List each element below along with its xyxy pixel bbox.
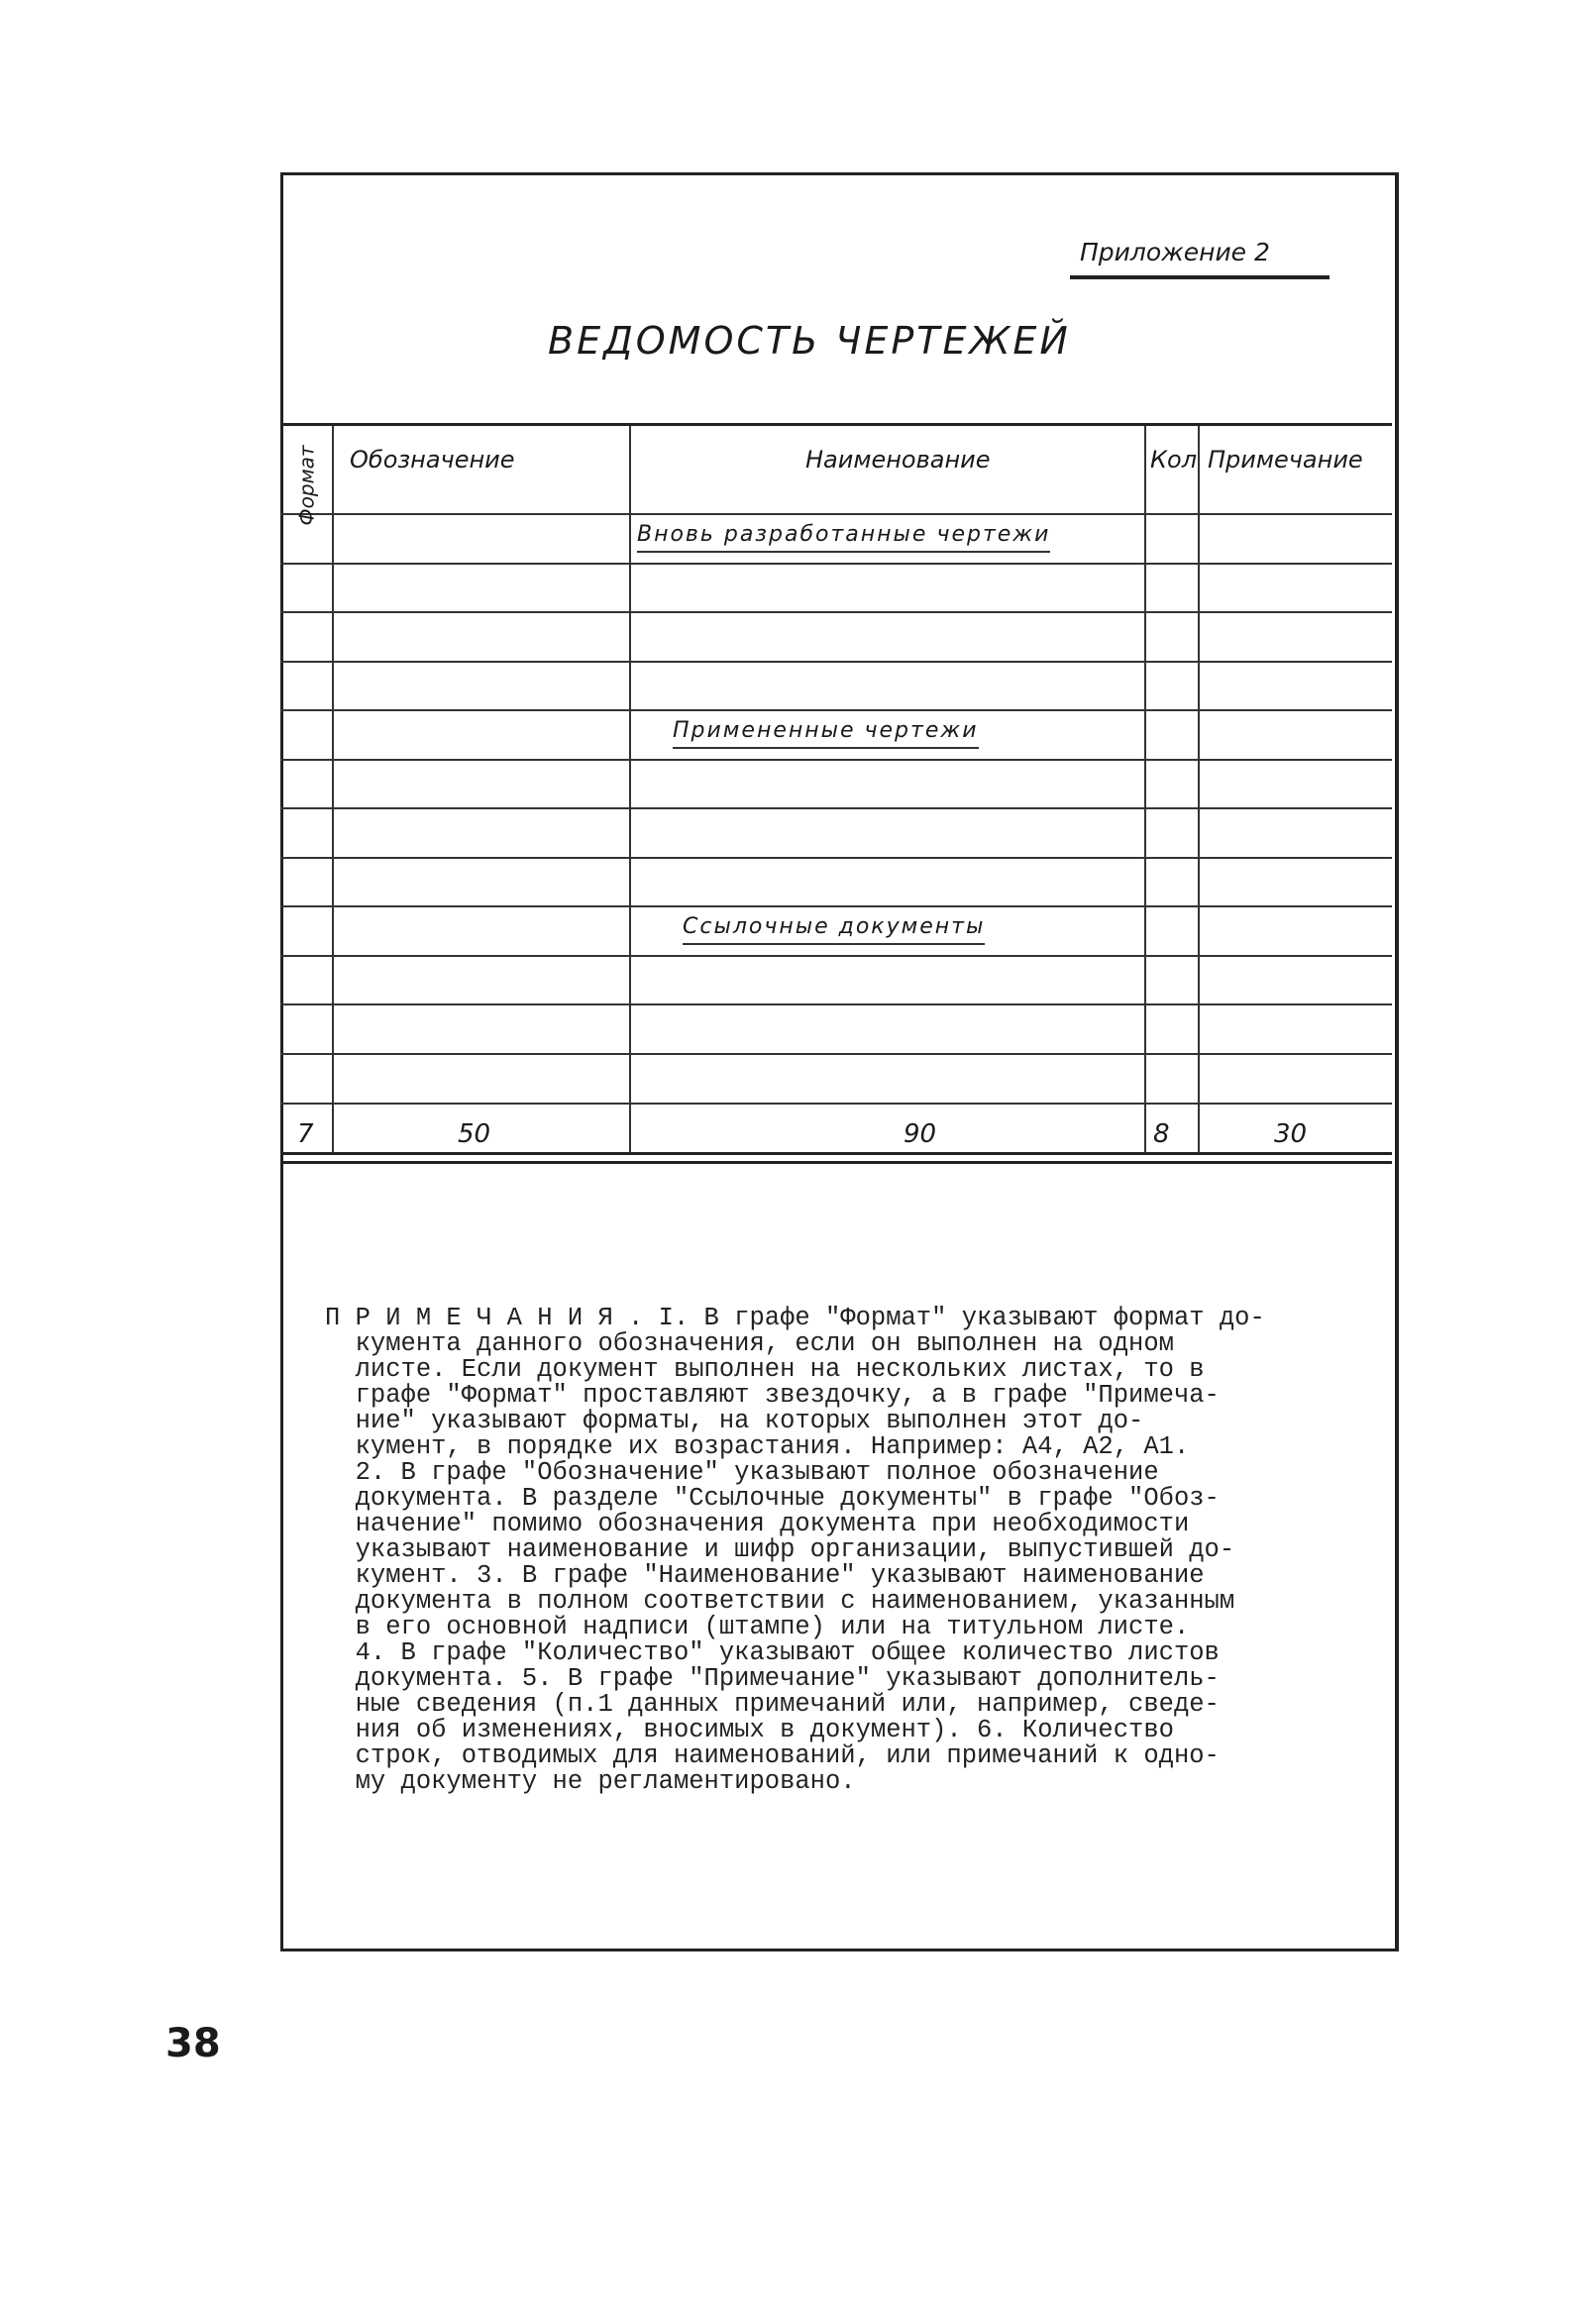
table-row-line bbox=[280, 611, 1392, 613]
header-quantity: Кол bbox=[1150, 446, 1198, 474]
section-applied-drawings: Примененные чертежи bbox=[673, 718, 979, 749]
table-row-line bbox=[280, 1003, 1392, 1005]
header-designation: Обозначение bbox=[350, 446, 515, 474]
table-row-line bbox=[280, 513, 1392, 515]
table-row-line bbox=[280, 759, 1392, 761]
notes-line: документа. 5. В графе "Примечание" указывают дополнитель- bbox=[325, 1664, 1220, 1693]
drawings-table bbox=[280, 423, 1392, 1155]
column-line bbox=[332, 426, 334, 1152]
table-row-line bbox=[280, 661, 1392, 663]
column-line bbox=[1144, 426, 1146, 1152]
notes-line: кумент. 3. В графе "Наименование" указывают наименование bbox=[325, 1561, 1205, 1590]
appendix-label: Приложение 2 bbox=[1080, 238, 1270, 266]
table-row-line bbox=[280, 905, 1392, 907]
table-row-line bbox=[280, 807, 1392, 809]
notes-line: начение" помимо обозначения документа при необходимости bbox=[325, 1510, 1190, 1538]
notes-line: кумента данного обозначения, если он выполнен на одном bbox=[325, 1329, 1174, 1358]
notes-line: 4. В графе "Количество" указывают общее количество листов bbox=[325, 1638, 1220, 1667]
notes-line: 2. В графе "Обозначение" указывают полное обозначение bbox=[325, 1458, 1159, 1487]
notes-line: графе "Формат" проставляют звездочку, а в графе "Примеча- bbox=[325, 1381, 1220, 1410]
header-note: Примечание bbox=[1208, 446, 1363, 474]
table-row-line bbox=[280, 955, 1392, 957]
page-number: 38 bbox=[165, 2021, 221, 2066]
notes-line: ные сведения (п.1 данных примечаний или, например, сведе- bbox=[325, 1690, 1220, 1719]
column-line bbox=[1198, 426, 1200, 1152]
document-title: ВЕДОМОСТЬ ЧЕРТЕЖЕЙ bbox=[548, 319, 1071, 363]
notes-line: документа в полном соответствии с наименованием, указанным bbox=[325, 1587, 1235, 1616]
notes-line: му документу не регламентировано. bbox=[325, 1767, 856, 1796]
table-row-line bbox=[280, 1053, 1392, 1055]
notes-line: указывают наименование и шифр организации, выпустившей до- bbox=[325, 1535, 1235, 1564]
dim-format: 7 bbox=[297, 1119, 314, 1149]
header-format bbox=[284, 440, 324, 526]
section-new-drawings: Вновь разработанные чертежи bbox=[637, 522, 1050, 553]
notes-line: кумент, в порядке их возрастания. Например: А4, А2, А1. bbox=[325, 1432, 1190, 1461]
column-line bbox=[629, 426, 631, 1152]
dim-quantity: 8 bbox=[1153, 1119, 1170, 1149]
notes-line: документа. В разделе "Ссылочные документы" в графе "Обоз- bbox=[325, 1484, 1220, 1513]
notes-line: ния об изменениях, вносимых в документ). 6. Количество bbox=[325, 1716, 1174, 1744]
dim-designation: 50 bbox=[458, 1119, 491, 1149]
header-name: Наименование bbox=[805, 446, 991, 474]
table-row-line bbox=[280, 857, 1392, 859]
table-row-line bbox=[280, 1103, 1392, 1105]
notes-line: ние" указывают форматы, на которых выполнен этот до- bbox=[325, 1407, 1144, 1435]
dim-name: 90 bbox=[904, 1119, 937, 1149]
notes-line: П Р И М Е Ч А Н И Я . I. В графе "Формат" указывают формат до- bbox=[325, 1304, 1265, 1332]
notes-line: в его основной надписи (штампе) или на титульном листе. bbox=[325, 1613, 1190, 1641]
notes-line: строк, отводимых для наименований, или примечаний к одно- bbox=[325, 1741, 1220, 1770]
table-row-line bbox=[280, 709, 1392, 711]
appendix-underline bbox=[1070, 275, 1330, 279]
table-row-line bbox=[280, 563, 1392, 565]
header-format-label: Формат bbox=[294, 445, 319, 526]
notes-line: листе. Если документ выполнен на нескольких листах, то в bbox=[325, 1355, 1205, 1384]
notes-block bbox=[325, 1306, 1286, 1795]
dim-note: 30 bbox=[1274, 1119, 1308, 1149]
section-reference-documents: Ссылочные документы bbox=[683, 914, 985, 945]
dimension-line bbox=[280, 1161, 1392, 1164]
